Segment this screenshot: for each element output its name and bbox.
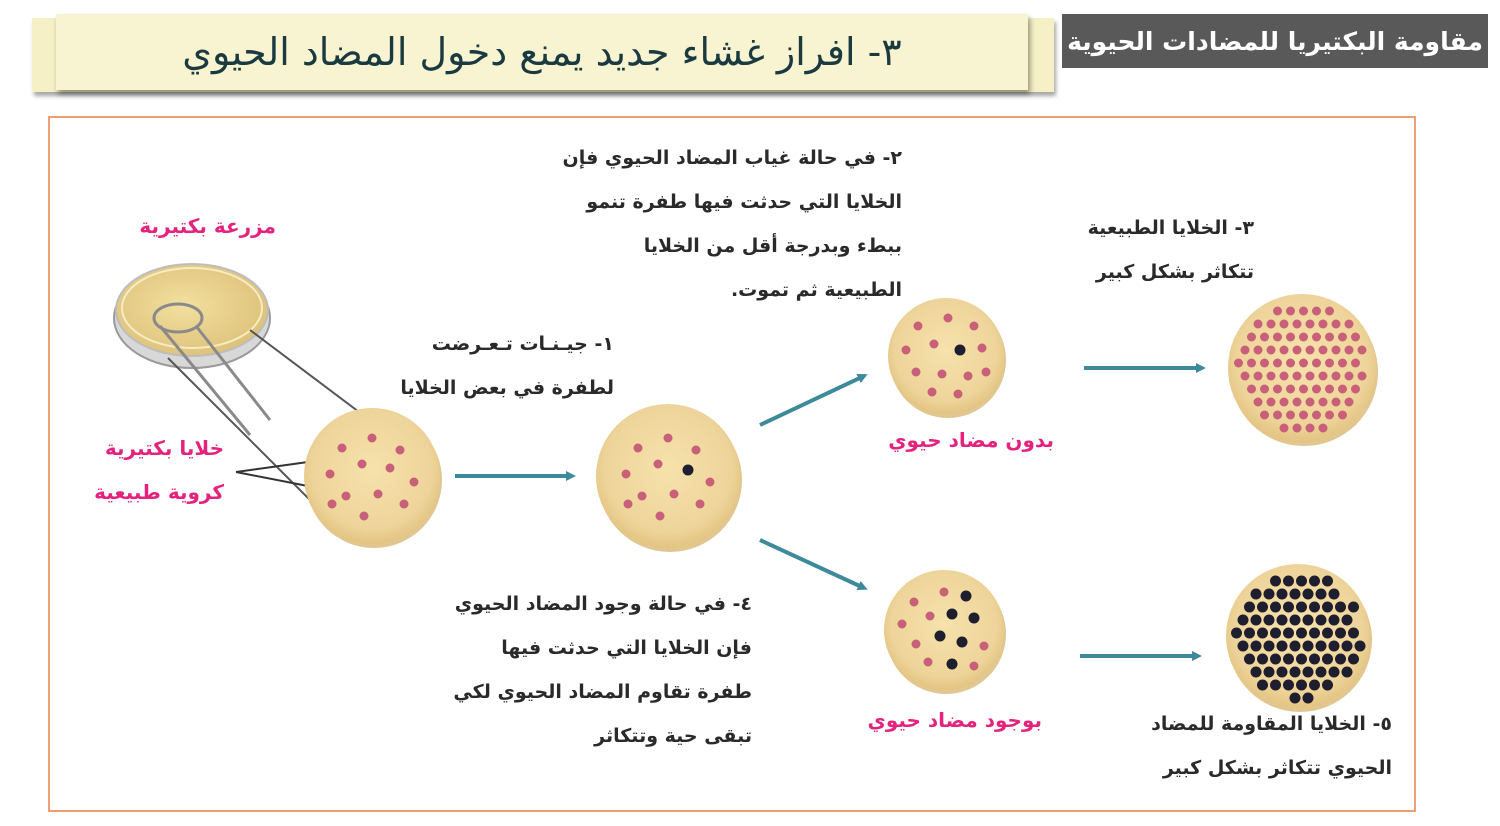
normal-cell bbox=[1338, 359, 1347, 368]
mutant-cell bbox=[1290, 615, 1301, 626]
mutant-cell bbox=[1329, 615, 1340, 626]
normal-cell bbox=[1280, 372, 1289, 381]
mutant-cell bbox=[1296, 576, 1307, 587]
label-bacterial-culture: مزرعة بكتيرية bbox=[139, 214, 276, 238]
mutant-cell bbox=[1309, 628, 1320, 639]
step-4-line: ٤- في حالة وجود المضاد الحيوي bbox=[454, 593, 752, 615]
mutant-cell bbox=[1329, 641, 1340, 652]
normal-cell bbox=[1241, 372, 1250, 381]
step-1-line: ١- جيـنـات تـعـرضت bbox=[431, 333, 614, 355]
normal-cell bbox=[912, 640, 921, 649]
mutant-cell bbox=[1264, 615, 1275, 626]
mutant-cell bbox=[1322, 602, 1333, 613]
step-5-line: ٥- الخلايا المقاومة للمضاد bbox=[1151, 713, 1392, 735]
mutant-cell bbox=[1296, 654, 1307, 665]
normal-cell bbox=[1260, 359, 1269, 368]
normal-cell bbox=[1306, 398, 1315, 407]
mutant-cell bbox=[1270, 680, 1281, 691]
normal-cell bbox=[386, 464, 395, 473]
normal-cell bbox=[1273, 307, 1282, 316]
step-2-line: الخلايا التي حدثت فيها طفرة تنمو bbox=[586, 191, 902, 213]
dish-normal-multiplied bbox=[1228, 294, 1378, 446]
normal-cell bbox=[898, 620, 907, 629]
mutant-cell bbox=[1322, 680, 1333, 691]
mutant-cell bbox=[1303, 589, 1314, 600]
mutant-cell bbox=[1277, 615, 1288, 626]
normal-cell bbox=[1332, 372, 1341, 381]
mutant-cell bbox=[1251, 641, 1262, 652]
mutant-cell bbox=[1283, 680, 1294, 691]
mutant-cell bbox=[1342, 615, 1353, 626]
step-4-line: فإن الخلايا التي حدثت فيها bbox=[501, 637, 752, 659]
mutant-cell bbox=[1322, 628, 1333, 639]
mutant-cell bbox=[1283, 576, 1294, 587]
mutant-cell bbox=[1329, 589, 1340, 600]
normal-cell bbox=[1312, 411, 1321, 420]
normal-cell bbox=[1286, 385, 1295, 394]
petri-dish bbox=[114, 264, 270, 368]
normal-cell bbox=[1351, 385, 1360, 394]
mutant-cell bbox=[1231, 628, 1242, 639]
normal-cell bbox=[978, 344, 987, 353]
normal-cell bbox=[970, 662, 979, 671]
mutant-cell bbox=[1264, 667, 1275, 678]
normal-cell bbox=[696, 500, 705, 509]
mutant-cell bbox=[1270, 654, 1281, 665]
normal-cell bbox=[980, 642, 989, 651]
mutant-cell bbox=[1296, 602, 1307, 613]
normal-cell bbox=[1267, 320, 1276, 329]
mutant-cell bbox=[1309, 602, 1320, 613]
mutant-cell bbox=[1270, 602, 1281, 613]
normal-cell bbox=[1286, 411, 1295, 420]
step-4-line: تبقى حية وتتكاثر bbox=[594, 725, 752, 747]
mutant-cell bbox=[1348, 628, 1359, 639]
normal-cell bbox=[1273, 333, 1282, 342]
normal-cell bbox=[1293, 346, 1302, 355]
normal-cell bbox=[1299, 411, 1308, 420]
label-without-antibiotic: بدون مضاد حيوي bbox=[888, 428, 1054, 452]
normal-cell bbox=[1332, 398, 1341, 407]
normal-cell bbox=[1319, 372, 1328, 381]
normal-cell bbox=[930, 340, 939, 349]
normal-cell bbox=[1312, 385, 1321, 394]
normal-cell bbox=[938, 370, 947, 379]
mutant-cell bbox=[1244, 654, 1255, 665]
step-2-text bbox=[563, 136, 903, 312]
step-3-line: تتكاثر بشكل كبير bbox=[1095, 261, 1254, 283]
normal-cell bbox=[1312, 333, 1321, 342]
normal-cell bbox=[1299, 307, 1308, 316]
normal-cell bbox=[1319, 346, 1328, 355]
mutant-cell bbox=[1303, 641, 1314, 652]
normal-cell bbox=[1345, 320, 1354, 329]
normal-cell bbox=[926, 612, 935, 621]
mutant-cell bbox=[1309, 680, 1320, 691]
mutant-cell bbox=[1283, 602, 1294, 613]
normal-cell bbox=[924, 658, 933, 667]
normal-cell bbox=[1299, 333, 1308, 342]
normal-cell bbox=[638, 492, 647, 501]
normal-cell bbox=[1293, 372, 1302, 381]
mutant-cell bbox=[1348, 602, 1359, 613]
mutant-cell bbox=[947, 609, 958, 620]
dish-surface bbox=[1228, 294, 1376, 442]
normal-cell bbox=[360, 512, 369, 521]
normal-cell bbox=[982, 368, 991, 377]
normal-cell bbox=[1332, 320, 1341, 329]
mutant-cell bbox=[1244, 628, 1255, 639]
normal-cell bbox=[1338, 333, 1347, 342]
step-1-text bbox=[400, 322, 614, 410]
normal-cell bbox=[1241, 346, 1250, 355]
normal-cell bbox=[1306, 372, 1315, 381]
normal-cell bbox=[1293, 424, 1302, 433]
mutant-cell bbox=[1277, 589, 1288, 600]
normal-cell bbox=[1299, 385, 1308, 394]
mutant-cell bbox=[1355, 641, 1366, 652]
normal-cell bbox=[358, 460, 367, 469]
mutant-cell bbox=[1251, 667, 1262, 678]
normal-cell bbox=[1234, 359, 1243, 368]
mutant-cell bbox=[1290, 641, 1301, 652]
normal-cell bbox=[1325, 411, 1334, 420]
dish-with-antibiotic bbox=[884, 570, 1006, 694]
normal-cell bbox=[910, 598, 919, 607]
mutant-cell bbox=[1244, 602, 1255, 613]
normal-cell bbox=[692, 446, 701, 455]
step-4-line: طفرة تقاوم المضاد الحيوي لكي bbox=[453, 681, 752, 703]
normal-cell bbox=[1293, 398, 1302, 407]
normal-cell bbox=[1312, 359, 1321, 368]
normal-cell bbox=[940, 588, 949, 597]
normal-cell bbox=[1319, 398, 1328, 407]
mutant-cell bbox=[1257, 602, 1268, 613]
normal-cell bbox=[1260, 411, 1269, 420]
normal-cell bbox=[622, 470, 631, 479]
normal-cell bbox=[1286, 359, 1295, 368]
mutant-cell bbox=[1322, 654, 1333, 665]
normal-cell bbox=[1247, 333, 1256, 342]
dish-resistant-multiplied bbox=[1226, 564, 1372, 712]
normal-cell bbox=[328, 500, 337, 509]
normal-cell bbox=[964, 372, 973, 381]
mutant-cell bbox=[1251, 615, 1262, 626]
mutant-cell bbox=[1335, 654, 1346, 665]
normal-cell bbox=[928, 388, 937, 397]
mutant-cell bbox=[1257, 628, 1268, 639]
normal-cell bbox=[1358, 372, 1367, 381]
normal-cell bbox=[1345, 346, 1354, 355]
normal-cell bbox=[1319, 320, 1328, 329]
normal-cell bbox=[970, 322, 979, 331]
mutant-cell bbox=[969, 613, 980, 624]
dish-surface bbox=[304, 408, 440, 544]
dish-surface bbox=[596, 404, 740, 548]
normal-cell bbox=[1332, 346, 1341, 355]
normal-cell bbox=[1273, 359, 1282, 368]
mutant-cell bbox=[1309, 654, 1320, 665]
normal-cell bbox=[656, 512, 665, 521]
mutant-cell bbox=[961, 591, 972, 602]
step-2-line: الطبيعية ثم تموت. bbox=[730, 279, 902, 301]
step-4-text bbox=[453, 582, 752, 758]
mutant-cell bbox=[1316, 589, 1327, 600]
normal-cell bbox=[1247, 359, 1256, 368]
step-3-line: ٣- الخلايا الطبيعية bbox=[1087, 217, 1254, 239]
mutant-cell bbox=[1348, 654, 1359, 665]
arrow-up bbox=[760, 376, 864, 425]
mutant-cell bbox=[1296, 680, 1307, 691]
step-2-line: ٢- في حالة غياب المضاد الحيوي فإن bbox=[562, 147, 902, 169]
mutant-cell bbox=[1264, 641, 1275, 652]
mutant-cell bbox=[947, 659, 958, 670]
normal-cell bbox=[624, 500, 633, 509]
normal-cell bbox=[1325, 333, 1334, 342]
normal-cell bbox=[1312, 307, 1321, 316]
slide-title: ٣- افراز غشاء جديد يمنع دخول المضاد الحيوي bbox=[56, 14, 1028, 90]
mutant-cell bbox=[1257, 680, 1268, 691]
normal-cell bbox=[1325, 385, 1334, 394]
normal-cell bbox=[1293, 320, 1302, 329]
mutant-cell bbox=[935, 631, 946, 642]
mutant-cell bbox=[1264, 589, 1275, 600]
normal-cell bbox=[1306, 424, 1315, 433]
normal-cell bbox=[374, 490, 383, 499]
normal-cell bbox=[670, 490, 679, 499]
step-1-line: لطفرة في بعض الخلايا bbox=[400, 377, 614, 399]
mutant-cell bbox=[1283, 654, 1294, 665]
mutant-cell bbox=[1270, 576, 1281, 587]
normal-cell bbox=[400, 500, 409, 509]
normal-cell bbox=[342, 492, 351, 501]
arrow-down bbox=[760, 540, 864, 588]
label-with-antibiotic: بوجود مضاد حيوي bbox=[867, 708, 1042, 732]
mutant-cell bbox=[1322, 576, 1333, 587]
mutant-cell bbox=[1342, 667, 1353, 678]
mutant-cell bbox=[1309, 576, 1320, 587]
mutant-cell bbox=[1329, 667, 1340, 678]
mutant-cell bbox=[1290, 667, 1301, 678]
step-3-text bbox=[1088, 206, 1254, 294]
normal-cell bbox=[1273, 385, 1282, 394]
normal-cell bbox=[902, 346, 911, 355]
topic-badge: مقاومة البكتيريا للمضادات الحيوية bbox=[1062, 14, 1488, 68]
normal-cell bbox=[1280, 346, 1289, 355]
label-normal-cells-line1: خلايا بكتيرية bbox=[104, 436, 224, 460]
normal-cell bbox=[1254, 372, 1263, 381]
normal-cell bbox=[326, 470, 335, 479]
normal-cell bbox=[1351, 359, 1360, 368]
step-2-line: ببطء وبدرجة أقل من الخلايا bbox=[643, 235, 902, 257]
normal-cell bbox=[664, 434, 673, 443]
mutant-cell bbox=[1283, 628, 1294, 639]
mutant-cell bbox=[1270, 628, 1281, 639]
mutant-cell bbox=[1290, 589, 1301, 600]
normal-cell bbox=[338, 444, 347, 453]
normal-cell bbox=[1345, 398, 1354, 407]
normal-cell bbox=[1306, 320, 1315, 329]
normal-cell bbox=[1338, 411, 1347, 420]
normal-cell bbox=[1267, 398, 1276, 407]
normal-cell bbox=[1254, 398, 1263, 407]
normal-cell bbox=[1280, 424, 1289, 433]
normal-cell bbox=[1260, 385, 1269, 394]
normal-cell bbox=[1267, 346, 1276, 355]
mutant-cell bbox=[1335, 628, 1346, 639]
mutant-cell bbox=[1335, 602, 1346, 613]
normal-cell bbox=[954, 390, 963, 399]
step-5-line: الحيوي تتكاثر بشكل كبير bbox=[1162, 757, 1392, 779]
normal-cell bbox=[1280, 398, 1289, 407]
mutant-cell bbox=[1316, 667, 1327, 678]
normal-cell bbox=[706, 478, 715, 487]
normal-cell bbox=[1325, 307, 1334, 316]
normal-cell bbox=[1325, 359, 1334, 368]
normal-cell bbox=[1345, 372, 1354, 381]
mutant-cell bbox=[955, 345, 966, 356]
dish-no-antibiotic bbox=[888, 298, 1006, 418]
normal-cell bbox=[912, 368, 921, 377]
normal-cell bbox=[1254, 346, 1263, 355]
normal-cell bbox=[634, 444, 643, 453]
normal-cell bbox=[1247, 385, 1256, 394]
mutant-cell bbox=[1238, 641, 1249, 652]
mutant-cell bbox=[1277, 667, 1288, 678]
normal-cell bbox=[1306, 346, 1315, 355]
normal-cell bbox=[1338, 385, 1347, 394]
mutant-cell bbox=[683, 465, 694, 476]
normal-cell bbox=[1273, 411, 1282, 420]
normal-cell bbox=[1299, 359, 1308, 368]
normal-cell bbox=[1319, 424, 1328, 433]
mutant-cell bbox=[1251, 589, 1262, 600]
normal-cell bbox=[1267, 372, 1276, 381]
mutant-cell bbox=[1342, 641, 1353, 652]
normal-cell bbox=[1254, 320, 1263, 329]
normal-cell bbox=[1260, 333, 1269, 342]
mutant-cell bbox=[1303, 615, 1314, 626]
normal-cell bbox=[914, 322, 923, 331]
label-normal-cells bbox=[94, 426, 224, 514]
normal-cell bbox=[654, 460, 663, 469]
normal-cell bbox=[368, 434, 377, 443]
dish-initial-cells bbox=[304, 408, 442, 548]
normal-cell bbox=[1286, 333, 1295, 342]
mutant-cell bbox=[957, 637, 968, 648]
normal-cell bbox=[1351, 333, 1360, 342]
mutant-cell bbox=[1257, 654, 1268, 665]
normal-cell bbox=[396, 446, 405, 455]
mutant-cell bbox=[1238, 615, 1249, 626]
dish-mutation bbox=[596, 404, 742, 552]
normal-cell bbox=[1286, 307, 1295, 316]
mutant-cell bbox=[1296, 628, 1307, 639]
normal-cell bbox=[1358, 346, 1367, 355]
normal-cell bbox=[410, 478, 419, 487]
step-5-text bbox=[1151, 702, 1392, 790]
label-normal-cells-line2: كروية طبيعية bbox=[94, 480, 224, 504]
mutant-cell bbox=[1303, 667, 1314, 678]
normal-cell bbox=[1280, 320, 1289, 329]
mutant-cell bbox=[1316, 641, 1327, 652]
normal-cell bbox=[944, 314, 953, 323]
mutant-cell bbox=[1277, 641, 1288, 652]
mutant-cell bbox=[1316, 615, 1327, 626]
